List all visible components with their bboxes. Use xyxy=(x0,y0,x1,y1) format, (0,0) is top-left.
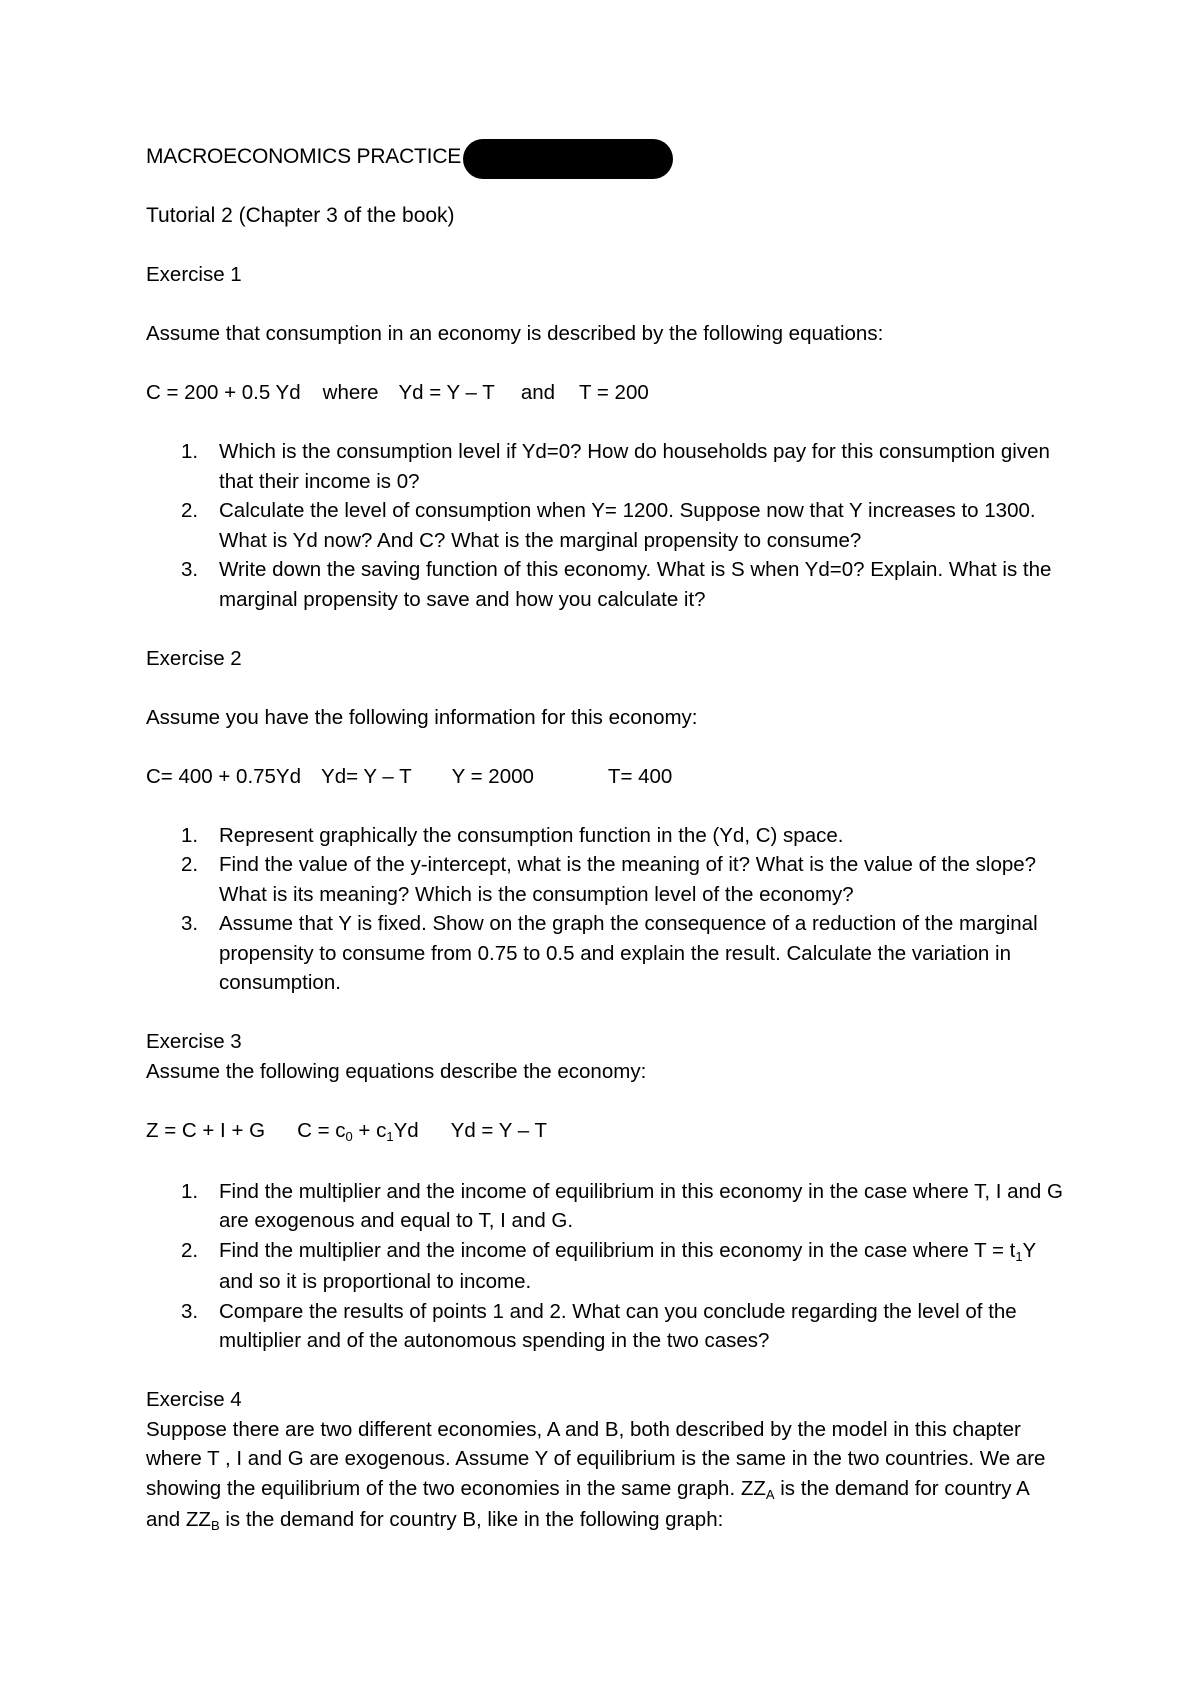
exercise-1-questions xyxy=(146,437,1066,614)
redaction-mark xyxy=(463,139,673,179)
document-content xyxy=(146,142,1066,1537)
exercise-2-questions xyxy=(146,821,1066,998)
document-title: MACROECONOMICS PRACTICE xyxy=(146,145,462,168)
equation-consumption: C = 200 + 0.5 Yd xyxy=(146,381,301,404)
exercise-4-heading: Exercise 4 xyxy=(146,1388,242,1411)
exercise-1-intro: Assume that consumption in an economy is described by the following equations: xyxy=(146,322,884,345)
list-item: 1. Represent graphically the consumption function in the (Yd, C) space. xyxy=(181,823,844,847)
equation-taxes: T= 400 xyxy=(607,764,673,788)
list-item: 3. Compare the results of points 1 and 2. What can you conclude regarding the level of the multiplier and of the autonomous spending in the two cases? xyxy=(181,1299,1017,1352)
exercise-2-equations xyxy=(146,762,1066,792)
exercise-3-equations xyxy=(146,1116,1066,1148)
exercise-3-questions xyxy=(146,1177,1066,1356)
list-item: 3. Assume that Y is fixed. Show on the graph the consequence of a reduction of the marginal propensity to consume from 0.75 to 0.5 and explain the result. Calculate the variation in consumption. xyxy=(181,912,1038,994)
exercise-2-intro: Assume you have the following information for this economy: xyxy=(146,705,698,729)
equation-consumption: C= 400 + 0.75Yd xyxy=(146,764,302,788)
equation-disposable-income: Yd= Y – T xyxy=(321,764,412,788)
equation-and: and xyxy=(520,381,556,404)
exercise-1-heading: Exercise 1 xyxy=(146,263,242,286)
exercise-2-heading: Exercise 2 xyxy=(146,646,242,670)
exercise-4-text: Suppose there are two different economies, A and B, both described by the model in this chapter where T , I and G are exogenous. Assume Y of equilibrium is the same in the two countries. We are showing the equilibrium of the two economies in the same graph. $ZZ_A$ is the demand for country A and $ZZ_B$ is the demand for country B, like in the following graph: xyxy=(146,1417,1046,1533)
list-item: 3. Write down the saving function of this economy. What is S when Yd=0? Explain. What is the marginal propensity to save and how you calculate it? xyxy=(181,558,1052,611)
tutorial-subtitle: Tutorial 2 (Chapter 3 of the book) xyxy=(146,204,455,227)
equation-consumption: $C = c_0 + c_1Yd$ xyxy=(297,1118,419,1144)
equation-income: Y = 2000 xyxy=(451,764,534,788)
equation-where: where xyxy=(322,381,379,404)
list-item: 1. Find the multiplier and the income of equilibrium in this economy in the case where T, I and G are exogenous and equal to T, I and G. xyxy=(181,1179,1063,1232)
exercise-3-intro: Assume the following equations describe the economy: xyxy=(146,1059,647,1083)
equation-taxes: T = 200 xyxy=(579,381,649,404)
title-row xyxy=(146,142,1066,172)
equation-disposable-income: Yd = Y – T xyxy=(398,381,495,404)
list-item: 1. Which is the consumption level if Yd=0? How do households pay for this consumption given that their income is 0? xyxy=(181,440,1050,493)
exercise-3-heading: Exercise 3 xyxy=(146,1030,242,1053)
list-item: 2. Calculate the level of consumption when Y= 1200. Suppose now that Y increases to 1300. What is Yd now? And C? What is the marginal propensity to consume? xyxy=(181,499,1036,552)
equation-demand: Z = C + I + G xyxy=(146,1118,266,1142)
list-item: 2. Find the multiplier and the income of equilibrium in this economy in the case where $T = t_1Y$ and so it is proportional to income. xyxy=(181,1238,1036,1293)
equation-disposable-income: Yd = Y – T xyxy=(450,1118,547,1142)
list-item: 2. Find the value of the y-intercept, what is the meaning of it? What is the value of the slope? What is its meaning? Which is the consumption level of the economy? xyxy=(181,853,1037,906)
exercise-1-equations xyxy=(146,378,1066,408)
